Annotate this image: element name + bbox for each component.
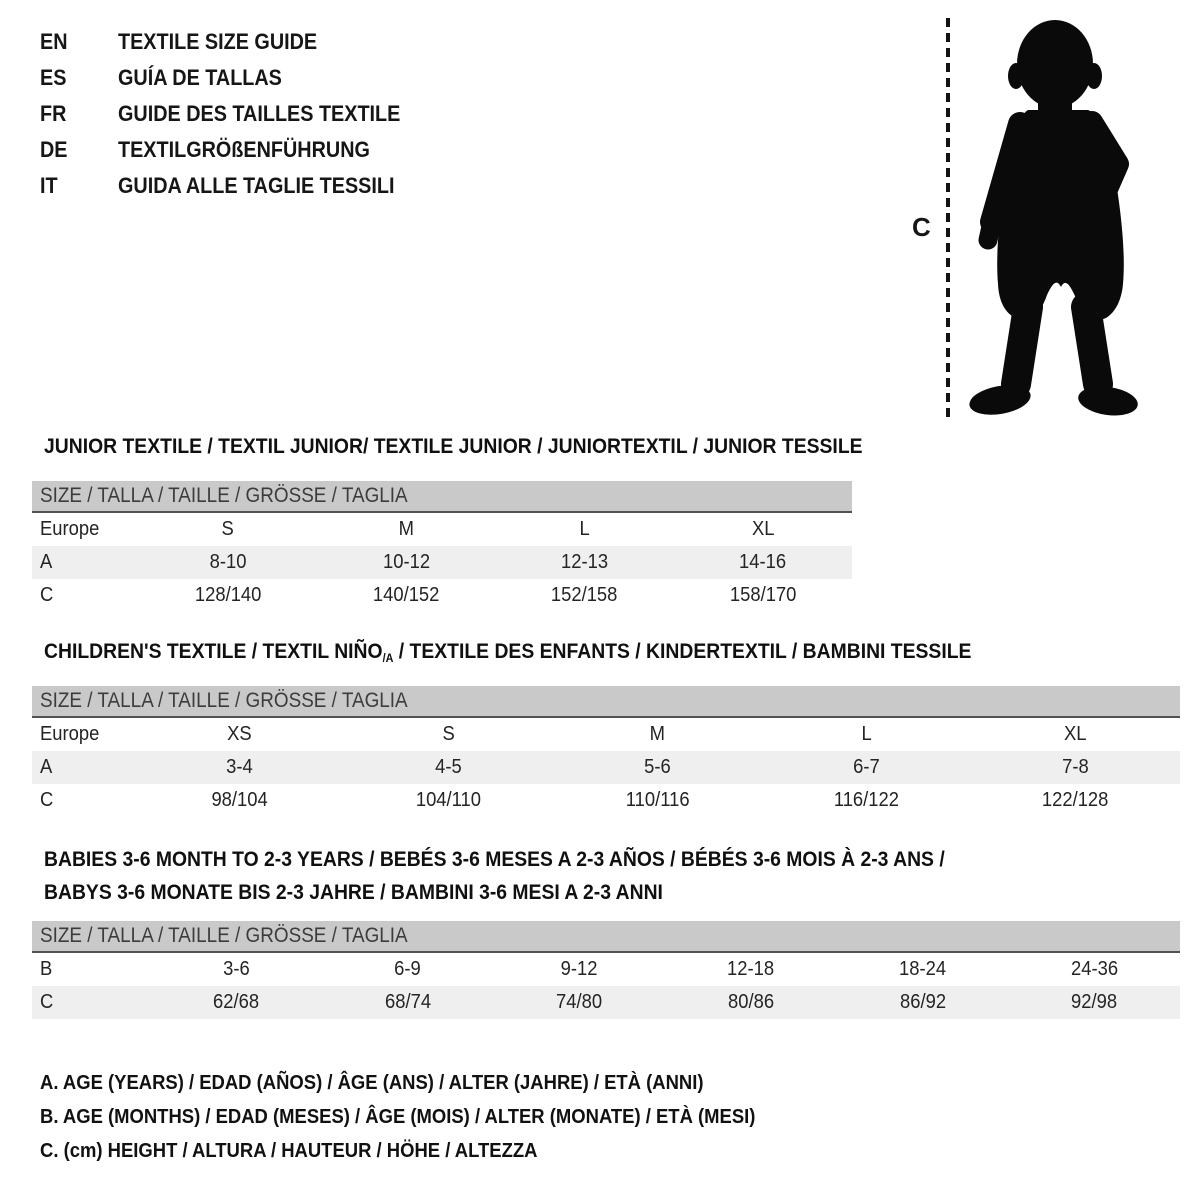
language-row-de [40,132,432,168]
junior-section-title [44,434,954,459]
value-cell: 12-18 [727,958,775,980]
value-cell: 5-6 [644,756,671,778]
toddler-silhouette-icon [958,12,1143,422]
language-code: ES [40,65,67,90]
language-row-es [40,60,432,96]
language-row-en [40,24,432,60]
value-cell: 3-6 [222,958,250,980]
row-label-cell: Europe [40,518,100,540]
legend-line-a: A. AGE (YEARS) / EDAD (AÑOS) / ÂGE (ANS) / ALTER (JAHRE) / ETÀ (ANNI) [40,1071,704,1094]
row-label-cell: B [40,958,53,980]
measurement-legend [40,1066,835,1168]
value-cell: 14-16 [739,551,787,573]
row-label-cell: Europe [40,723,100,745]
junior-size-table [32,481,852,612]
guide-title-de: TEXTILGRÖßENFÜHRUNG [118,137,370,162]
children-section-title-text: CHILDREN'S TEXTILE / TEXTIL NIÑO/A / TEXTILE DES ENFANTS / KINDERTEXTIL / BAMBINI TESSILE [44,639,972,665]
value-cell: 7-8 [1062,756,1089,778]
value-cell: 9-12 [560,958,598,980]
value-cell: 74/80 [556,991,603,1013]
value-cell: 128/140 [194,584,262,606]
value-cell: 10-12 [382,551,430,573]
children-section-title [44,639,1075,665]
value-cell: 12-13 [560,551,608,573]
value-cell: 86/92 [899,991,946,1013]
junior-section-title-text: JUNIOR TEXTILE / TEXTIL JUNIOR/ TEXTILE JUNIOR / JUNIORTEXTIL / JUNIOR TESSILE [44,434,863,458]
language-code: FR [40,101,67,126]
value-cell: 122/128 [1042,789,1109,811]
value-cell: 116/122 [833,789,900,811]
value-cell: 80/86 [727,991,774,1013]
row-label-cell: A [40,756,53,778]
row-label-cell: C [40,991,54,1013]
value-cell: 8-10 [209,551,247,573]
value-cell: 68/74 [384,991,431,1013]
legend-line-c: C. (cm) HEIGHT / ALTURA / HAUTEUR / HÖHE / ALTEZZA [40,1139,538,1162]
value-cell: 4-5 [435,756,462,778]
value-cell: 6-9 [394,958,421,980]
junior-row-height [32,579,852,612]
legend-line-b: B. AGE (MONTHS) / EDAD (MESES) / ÂGE (MOIS) / ALTER (MONATE) / ETÀ (MESI) [40,1105,756,1128]
size-cell: L [861,723,872,745]
children-row-height [32,784,1180,817]
value-cell: 98/104 [211,789,268,811]
size-cell: XL [1064,723,1087,745]
value-cell: 158/170 [729,584,797,606]
babies-row-height [32,986,1180,1019]
value-cell: 3-4 [226,756,254,778]
size-cell: M [649,723,666,745]
guide-title-es: GUÍA DE TALLAS [118,65,282,90]
babies-section-title-line1: BABIES 3-6 MONTH TO 2-3 YEARS / BEBÉS 3-6 MESES A 2-3 AÑOS / BÉBÉS 3-6 MOIS À 2-3 ANS / [44,847,945,871]
height-measure-label: C [912,212,931,242]
children-size-header-bar [32,686,1180,718]
size-cell: S [442,723,455,745]
babies-section-title [44,843,1045,909]
value-cell: 62/68 [213,991,260,1013]
guide-title-en: TEXTILE SIZE GUIDE [118,29,318,54]
title-subscript: /A [382,651,394,665]
size-cell: XS [227,723,253,745]
value-cell: 18-24 [899,958,947,980]
babies-section-title-line2: BABYS 3-6 MONATE BIS 2-3 JAHRE / BAMBINI 3-6 MESI A 2-3 ANNI [44,880,663,904]
row-label-cell: C [40,789,54,811]
language-code: DE [40,137,68,162]
size-cell: XL [751,518,775,540]
junior-row-age [32,546,852,579]
row-label-cell: C [40,584,54,606]
value-cell: 104/110 [416,789,482,811]
junior-row-sizes [32,513,852,546]
row-label-cell: A [40,551,53,573]
value-cell: 152/158 [551,584,618,606]
language-row-it [40,168,432,204]
size-cell: M [398,518,414,540]
size-header-label: SIZE / TALLA / TAILLE / GRÖSSE / TAGLIA [40,689,408,712]
size-cell: S [221,518,234,540]
guide-title-fr: GUIDE DES TAILLES TEXTILE [118,101,401,126]
junior-size-header-bar [32,481,852,513]
babies-row-months [32,953,1180,986]
value-cell: 24-36 [1070,958,1118,980]
value-cell: 110/116 [625,789,690,811]
height-measure-dashed-line [946,18,950,418]
children-row-age [32,751,1180,784]
language-code: IT [40,173,58,198]
size-header-label: SIZE / TALLA / TAILLE / GRÖSSE / TAGLIA [40,924,408,947]
value-cell: 6-7 [853,756,880,778]
size-header-label: SIZE / TALLA / TAILLE / GRÖSSE / TAGLIA [40,484,408,507]
language-row-fr [40,96,432,132]
guide-title-it: GUIDA ALLE TAGLIE TESSILI [118,173,395,198]
babies-size-table [32,921,1180,1019]
language-code: EN [40,29,68,54]
language-header [40,24,432,204]
size-cell: L [579,518,590,540]
babies-size-header-bar [32,921,1180,953]
children-row-sizes [32,718,1180,751]
value-cell: 92/98 [1071,991,1118,1013]
value-cell: 140/152 [372,584,440,606]
children-size-table [32,686,1180,817]
